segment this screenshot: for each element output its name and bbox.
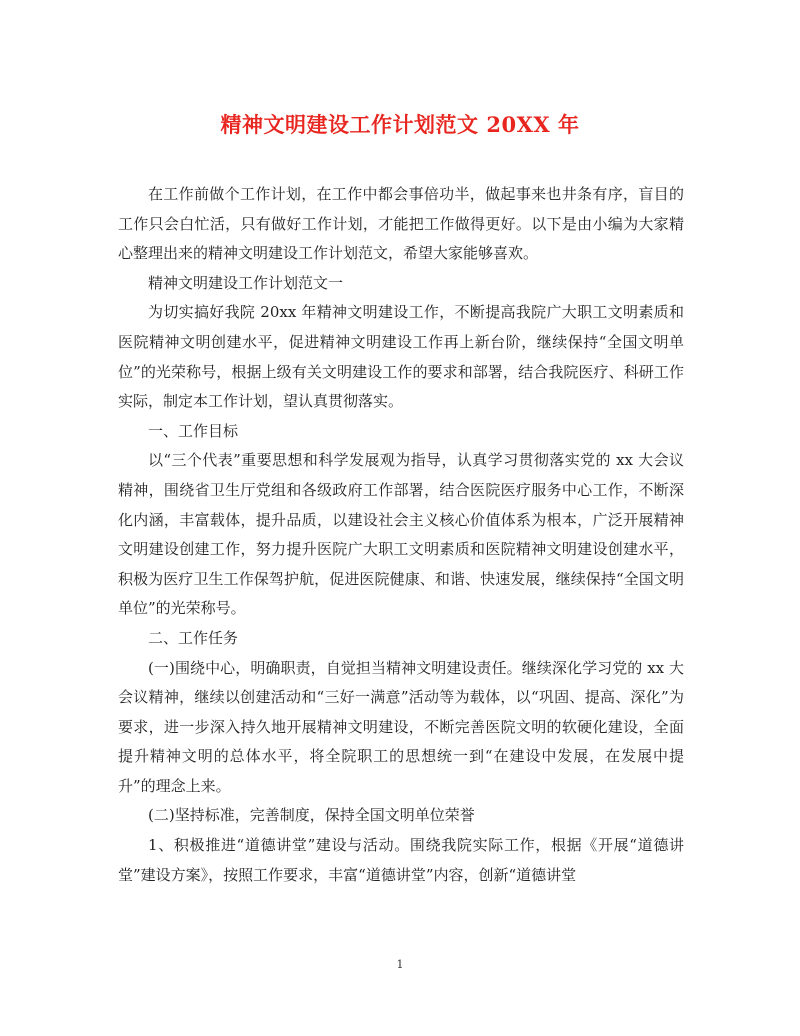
document-body xyxy=(118,180,684,890)
heading-task-two: (二)坚持标准，完善制度，保持全国文明单位荣誉 xyxy=(148,806,475,825)
paragraph-task-one: (一)围绕中心，明确职责，自觉担当精神文明建设责任。继续深化学习党的 xx 大会议精神，继续以创建活动和“三好一满意”活动等为载体，以“巩固、提高、深化”为要求，进一步深入持久地开展精神文明建设，不断完善医院文明的软硬化建设，全面提升精神文明的总体水平，将全院职工的思想统一到“在建设中发展，在发展中提升”的理念上来。 xyxy=(118,658,684,795)
heading-work-tasks: 二、工作任务 xyxy=(148,628,239,647)
page-number: 1 xyxy=(396,958,404,971)
document-title: 精神文明建设工作计划范文 20XX 年 xyxy=(220,112,580,137)
paragraph-plan-intro: 为切实搞好我院 20xx 年精神文明建设工作，不断提高我院广大职工文明素质和医院精神文明创建水平，促进精神文明建设工作再上新台阶，继续保持“全国文明单位”的光荣称号，根据上级有关文明建设工作的要求和部署，结合我院医疗、科研工作实际，制定本工作计划，望认真贯彻落实。 xyxy=(118,303,684,411)
paragraph-task-two-item-one: 1、积极推进“道德讲堂”建设与活动。围绕我院实际工作，根据《开展“道德讲堂”建设方案》，按照工作要求，丰富“道德讲堂”内容，创新“道德讲堂 xyxy=(118,836,684,884)
paragraph-work-goals: 以“三个代表”重要思想和科学发展观为指导，认真学习贯彻落实党的 xx 大会议精神，围绕省卫生厅党组和各级政府工作部署，结合医院医疗服务中心工作，不断深化内涵，丰富载体，提升品质，以建设社会主义核心价值体系为根本，广泛开展精神文明建设创建工作，努力提升医院广大职工文明素质和医院精神文明建设创建水平，积极为医疗卫生工作保驾护航，促进医院健康、和谐、快速发展，继续保持“全国文明单位”的光荣称号。 xyxy=(118,451,684,618)
paragraph-section-heading: 精神文明建设工作计划范文一 xyxy=(148,273,344,292)
heading-work-goals: 一、工作目标 xyxy=(148,421,239,440)
paragraph-intro: 在工作前做个工作计划，在工作中都会事倍功半，做起事来也井条有序，盲目的工作只会白忙活，只有做好工作计划，才能把工作做得更好。以下是由小编为大家精心整理出来的精神文明建设工作计划范文，希望大家能够喜欢。 xyxy=(118,185,684,263)
